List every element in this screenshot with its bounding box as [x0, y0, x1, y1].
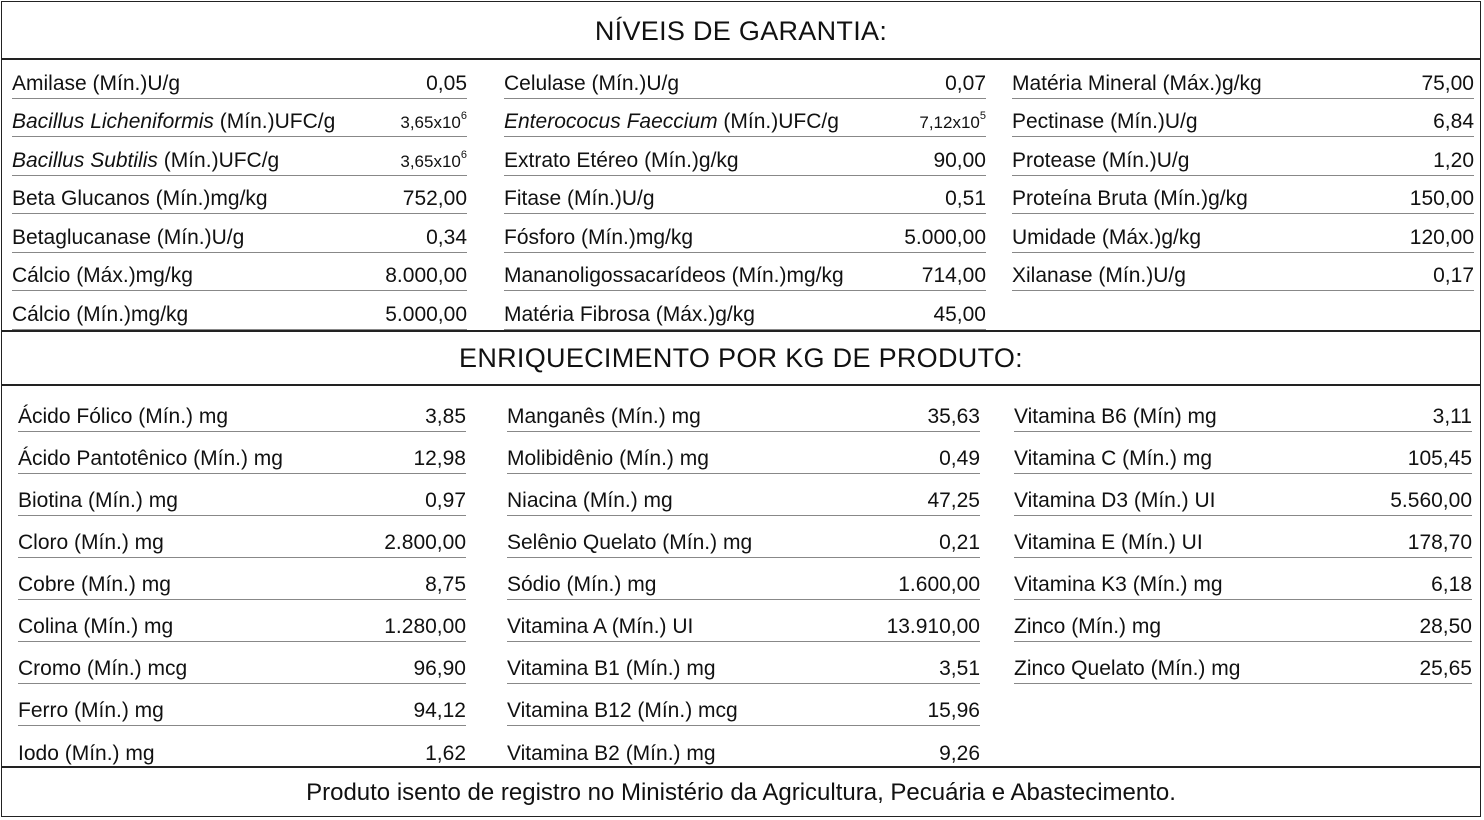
- nutrient-value-text: 13.910,00: [886, 615, 980, 638]
- nutrient-unit: (Mín.)U/g: [585, 71, 680, 95]
- nutrient-unit: (Mín.) mg: [187, 447, 283, 470]
- nutrient-value: [898, 573, 980, 597]
- nutrient-row: [507, 558, 980, 600]
- nutrient-value-text: 0,05: [426, 71, 467, 95]
- nutrient-label: [507, 573, 656, 597]
- nutrient-row: [18, 642, 466, 684]
- nutrient-name: Zinco Quelato: [1014, 657, 1145, 680]
- nutrient-value: [385, 303, 467, 327]
- nutrient-unit: (Mín.) mg: [619, 742, 716, 765]
- nutrient-value: [413, 447, 466, 471]
- nutrient-value-text: 9,26: [939, 742, 980, 765]
- nutrient-label: [12, 110, 335, 134]
- nutrient-value-text: 150,00: [1409, 187, 1474, 210]
- nutrient-value-text: 105,45: [1407, 447, 1472, 470]
- nutrient-name: Iodo: [18, 742, 59, 765]
- nutrient-row: [1012, 176, 1474, 215]
- nutrient-label: [1014, 489, 1216, 513]
- nutrient-value: [1433, 405, 1472, 429]
- nutrient-name: Vitamina C: [1014, 447, 1117, 470]
- nutrient-label: [18, 573, 171, 597]
- nutrient-row: [507, 474, 980, 516]
- nutrient-label: [507, 405, 701, 429]
- nutrient-row: [1012, 137, 1474, 176]
- nutrient-value-text: 6,84: [1433, 110, 1474, 133]
- nutrient-label: [1012, 264, 1186, 288]
- nutrient-name: Matéria Fibrosa: [504, 302, 650, 326]
- nutrient-name: Sódio: [507, 573, 561, 596]
- nutrient-row: [1014, 600, 1472, 642]
- nutrient-unit: (Mín.)mg/kg: [575, 225, 694, 249]
- nutrient-unit: (Mín.)U/g: [1104, 110, 1198, 133]
- nutrient-unit: (Mín.)g/kg: [1147, 187, 1248, 210]
- nutrient-name: Molibidênio: [507, 447, 614, 470]
- nutrient-value-text: 1.600,00: [898, 573, 980, 596]
- nutrient-value: [384, 531, 466, 555]
- nutrient-value: [425, 573, 466, 597]
- nutrient-unit: (Mín.)mg/kg: [725, 264, 844, 287]
- nutrient-label: [504, 110, 839, 134]
- nutrient-unit: (Mín.)UFC/g: [717, 110, 839, 133]
- nutrient-value: [933, 149, 986, 173]
- nutrient-label: [18, 447, 283, 471]
- nutrient-value: [939, 447, 980, 471]
- nutrient-value-text: 3,85: [425, 405, 466, 428]
- nutrient-value-text: 3,51: [939, 657, 980, 680]
- nutrient-unit: (Mín.) mg: [613, 447, 709, 470]
- nutrient-label: [18, 742, 155, 766]
- nutrition-label: [1, 1, 1481, 817]
- nutrient-row: [12, 176, 467, 215]
- nutrient-label: [1014, 573, 1223, 597]
- nutrient-value: [1421, 72, 1474, 96]
- nutrient-value: [400, 149, 467, 173]
- nutrient-unit: (Mín.) mg: [1065, 615, 1162, 638]
- nutrient-value: [927, 405, 980, 429]
- nutrient-value-text: 90,00: [933, 148, 986, 172]
- nutrient-value-text: 714,00: [921, 264, 986, 287]
- nutrient-value-exponent: 6: [460, 148, 467, 161]
- nutrient-value-text: 8.000,00: [385, 264, 467, 287]
- nutrient-value-text: 35,63: [927, 405, 980, 428]
- nutrient-name: Colina: [18, 615, 78, 638]
- nutrient-name: Vitamina B12: [507, 699, 632, 722]
- nutrient-name: Bacillus Licheniformis: [12, 110, 214, 133]
- nutrient-value-text: 0,17: [1433, 264, 1474, 287]
- nutrient-row: [18, 684, 466, 726]
- nutrient-unit: (Máx.)mg/kg: [70, 264, 193, 287]
- nutrient-unit: (Mín.)U/g: [86, 71, 181, 95]
- nutrient-row: [18, 516, 466, 558]
- nutrient-value-text: 5.560,00: [1390, 489, 1472, 512]
- guarantee-column-2: [504, 60, 986, 330]
- nutrient-value: [1433, 264, 1474, 288]
- divider: [2, 330, 1480, 332]
- nutrient-name: Fitase: [504, 187, 562, 210]
- nutrient-row: [12, 60, 467, 99]
- nutrient-value-text: 0,97: [425, 489, 466, 512]
- nutrient-unit: (Mín.) mg: [619, 657, 716, 680]
- nutrient-row: [507, 726, 980, 768]
- nutrient-unit: (Mín.) mg: [58, 742, 155, 765]
- nutrient-value-text: 8,75: [425, 573, 466, 596]
- nutrient-row: [504, 176, 986, 215]
- nutrient-name: Niacina: [507, 489, 578, 512]
- nutrient-unit: (Mín.) mg: [82, 489, 178, 512]
- nutrient-value-text: 1.280,00: [384, 615, 466, 638]
- nutrient-value-text: 5.000,00: [904, 225, 986, 249]
- nutrient-unit: (Mín.) mg: [656, 531, 753, 554]
- nutrient-unit: (Mín.) mg: [560, 573, 657, 596]
- nutrient-name: Vitamina A: [507, 615, 606, 638]
- guarantee-title: NÍVEIS DE GARANTIA:: [594, 16, 888, 46]
- nutrient-row: [1012, 214, 1474, 253]
- nutrient-value-text: 178,70: [1407, 531, 1472, 554]
- nutrient-value: [425, 405, 466, 429]
- nutrient-unit: (Mín.)mg/kg: [149, 187, 268, 210]
- nutrient-row: [18, 474, 466, 516]
- nutrient-value: [1433, 110, 1474, 134]
- nutrient-value: [400, 110, 467, 134]
- nutrient-label: [1012, 226, 1201, 250]
- nutrient-name: Ferro: [18, 699, 69, 722]
- nutrient-name: Fósforo: [504, 225, 576, 249]
- nutrient-label: [504, 264, 844, 288]
- nutrient-row: [1012, 99, 1474, 138]
- nutrient-unit: (Máx.)g/kg: [649, 302, 755, 326]
- nutrient-row: [507, 516, 980, 558]
- nutrient-row: [504, 60, 986, 99]
- nutrient-value: [887, 615, 980, 639]
- nutrient-row: [504, 137, 986, 176]
- nutrient-value: [1419, 615, 1472, 639]
- nutrient-unit: (Mín.) mg: [68, 531, 164, 554]
- nutrient-unit: (Máx.)g/kg: [1156, 71, 1262, 95]
- nutrient-unit: (Mín.)UFC/g: [157, 148, 280, 172]
- nutrient-label: [18, 615, 173, 639]
- nutrient-unit: (Mín.) mg: [1116, 447, 1212, 470]
- nutrient-row: [12, 214, 467, 253]
- nutrient-row: [12, 137, 467, 176]
- nutrient-label: [507, 699, 738, 723]
- nutrient-label: [507, 615, 693, 639]
- nutrient-label: [1014, 447, 1212, 471]
- nutrient-name: Beta Glucanos: [12, 187, 150, 210]
- nutrient-name: Ácido Pantotênico: [18, 447, 188, 470]
- nutrient-value: [385, 264, 467, 288]
- footer-note: Produto isento de registro no Ministério da Agricultura, Pecuária e Abastecimento.: [306, 779, 1176, 806]
- nutrient-label: [12, 187, 268, 211]
- nutrient-value-text: 12,98: [413, 447, 466, 470]
- nutrient-name: Vitamina B1: [507, 657, 620, 680]
- nutrient-value: [933, 303, 986, 327]
- nutrient-label: [1014, 405, 1217, 429]
- nutrient-name: Manganês: [507, 405, 606, 428]
- nutrient-row: [1014, 390, 1472, 432]
- nutrient-value: [1390, 489, 1472, 513]
- nutrient-name: Bacillus Subtilis: [12, 148, 158, 172]
- nutrient-value-text: 6,18: [1431, 573, 1472, 596]
- nutrient-row: [1014, 516, 1472, 558]
- nutrient-unit: (Mín.)mg/kg: [70, 302, 189, 326]
- nutrient-name: Amilase: [12, 71, 87, 95]
- nutrient-value-text: 0,07: [945, 71, 986, 95]
- nutrient-value-text: 752,00: [402, 187, 467, 210]
- nutrient-value: [384, 615, 466, 639]
- nutrient-label: [1014, 615, 1161, 639]
- nutrient-label: [12, 303, 188, 327]
- nutrient-row: [18, 558, 466, 600]
- nutrient-name: Celulase: [504, 71, 586, 95]
- nutrient-value: [1419, 657, 1472, 681]
- nutrient-value-text: 120,00: [1409, 225, 1474, 249]
- nutrient-value: [1410, 226, 1474, 250]
- nutrient-value-text: 1,62: [425, 742, 466, 765]
- nutrient-label: [18, 531, 164, 555]
- nutrient-label: [12, 226, 244, 250]
- nutrient-label: [18, 405, 228, 429]
- nutrient-value-text: 0,21: [939, 531, 980, 554]
- nutrient-value-text: 1,20: [1433, 148, 1474, 172]
- nutrient-value-text: 7,12x10: [919, 113, 980, 132]
- nutrient-value-exponent: 5: [979, 110, 986, 122]
- nutrient-value-text: 25,65: [1419, 657, 1472, 680]
- nutrient-name: Betaglucanase: [12, 225, 151, 249]
- nutrient-name: Umidade: [1012, 225, 1097, 249]
- nutrient-value-text: 28,50: [1419, 615, 1472, 638]
- nutrient-label: [12, 72, 180, 96]
- divider: [2, 384, 1480, 386]
- nutrient-label: [507, 657, 716, 681]
- nutrient-row: [12, 291, 467, 330]
- nutrient-name: Cálcio: [12, 264, 71, 287]
- nutrient-label: [18, 657, 187, 681]
- nutrient-value-text: 15,96: [927, 699, 980, 722]
- nutrient-row: [1014, 642, 1472, 684]
- nutrient-value: [425, 489, 466, 513]
- nutrient-name: Vitamina B6: [1014, 405, 1127, 428]
- nutrient-label: [504, 303, 755, 327]
- nutrient-value-text: 2.800,00: [384, 531, 466, 554]
- nutrient-label: [18, 699, 164, 723]
- nutrient-label: [507, 742, 716, 766]
- nutrient-row: [1014, 558, 1472, 600]
- nutrient-name: Extrato Etéreo: [504, 148, 639, 172]
- nutrient-unit: (Mín.)g/kg: [638, 148, 739, 172]
- nutrient-value: [939, 657, 980, 681]
- nutrient-unit: (Mín.) mg: [68, 699, 164, 722]
- nutrient-value: [1433, 149, 1474, 173]
- nutrient-unit: (Mín) mg: [1126, 405, 1217, 428]
- nutrient-unit: (Mín.) mg: [1126, 573, 1223, 596]
- nutrient-value-text: 75,00: [1421, 71, 1474, 95]
- nutrient-name: Cobre: [18, 573, 76, 596]
- nutrient-row: [18, 600, 466, 642]
- nutrient-unit: (Máx.)g/kg: [1096, 225, 1202, 249]
- nutrient-value: [1408, 447, 1472, 471]
- nutrient-label: [504, 187, 655, 211]
- enrichment-column-1: [18, 390, 466, 768]
- nutrient-name: Cromo: [18, 657, 82, 680]
- nutrient-row: [1014, 474, 1472, 516]
- nutrient-row: [507, 390, 980, 432]
- nutrient-value: [927, 489, 980, 513]
- nutrient-label: [1014, 531, 1203, 555]
- nutrient-value: [939, 531, 980, 555]
- guarantee-column-3: [1012, 60, 1474, 291]
- nutrient-label: [504, 226, 693, 250]
- nutrient-name: Vitamina D3: [1014, 489, 1129, 512]
- nutrient-name: Vitamina E: [1014, 531, 1116, 554]
- nutrient-name: Xilanase: [1012, 264, 1093, 287]
- nutrient-row: [12, 253, 467, 292]
- nutrient-row: [1012, 60, 1474, 99]
- enrichment-title: ENRIQUECIMENTO POR KG DE PRODUTO:: [459, 343, 1023, 373]
- nutrient-name: Biotina: [18, 489, 83, 512]
- nutrient-value-text: 96,90: [413, 657, 466, 680]
- nutrient-value-text: 3,65x10: [400, 151, 461, 171]
- nutrient-value-text: 0,51: [945, 187, 986, 210]
- nutrient-unit: (Mín.)U/g: [1092, 264, 1186, 287]
- nutrient-label: [504, 72, 679, 96]
- nutrient-value: [945, 187, 986, 211]
- nutrient-row: [504, 99, 986, 138]
- nutrient-value: [1408, 531, 1472, 555]
- nutrient-unit: (Mín.) mcg: [81, 657, 188, 680]
- nutrient-unit: (Mín.) mcg: [631, 699, 738, 722]
- nutrient-name: Protease: [1012, 148, 1097, 172]
- nutrient-unit: (Mín.) mg: [132, 405, 229, 428]
- nutrient-unit: (Mín.)U/g: [1096, 148, 1190, 172]
- nutrient-row: [507, 432, 980, 474]
- nutrient-row: [507, 684, 980, 726]
- nutrient-value: [413, 699, 466, 723]
- enrichment-column-3: [1014, 390, 1472, 684]
- nutrient-value: [904, 226, 986, 250]
- nutrient-name: Vitamina B2: [507, 742, 620, 765]
- nutrient-value-text: 0,34: [426, 225, 467, 249]
- nutrient-label: [12, 264, 193, 288]
- nutrient-row: [18, 726, 466, 768]
- nutrient-name: Cloro: [18, 531, 69, 554]
- nutrient-label: [504, 149, 739, 173]
- nutrient-value: [426, 72, 467, 96]
- nutrient-value: [922, 264, 986, 288]
- nutrient-unit: (Mín.) mg: [577, 489, 673, 512]
- nutrient-unit: (Mín.)UFC/g: [213, 110, 336, 133]
- nutrient-row: [504, 253, 986, 292]
- nutrient-row: [507, 600, 980, 642]
- nutrient-unit: (Mín.)U/g: [150, 225, 245, 249]
- enrichment-column-2: [507, 390, 980, 768]
- nutrient-name: Cálcio: [12, 302, 71, 326]
- nutrient-row: [1012, 253, 1474, 292]
- nutrient-value-text: 5.000,00: [385, 302, 467, 326]
- nutrient-unit: (Mín.) UI: [1115, 531, 1203, 554]
- nutrient-value: [403, 187, 467, 211]
- nutrient-value: [945, 72, 986, 96]
- nutrient-row: [1014, 432, 1472, 474]
- nutrient-value: [927, 699, 980, 723]
- nutrient-value: [1431, 573, 1472, 597]
- guarantee-column-1: [12, 60, 467, 330]
- nutrient-label: [507, 531, 752, 555]
- nutrient-value-text: 47,25: [927, 489, 980, 512]
- nutrient-label: [12, 149, 279, 173]
- nutrient-unit: (Mín.)U/g: [561, 187, 655, 210]
- nutrient-value-exponent: 6: [460, 110, 467, 122]
- nutrient-unit: (Mín.) mg: [77, 615, 174, 638]
- nutrient-name: Proteína Bruta: [1012, 187, 1148, 210]
- nutrient-unit: (Mín.) mg: [75, 573, 171, 596]
- nutrient-row: [12, 99, 467, 138]
- nutrient-label: [1012, 110, 1198, 134]
- nutrient-label: [1012, 149, 1189, 173]
- divider: [2, 766, 1480, 768]
- nutrient-row: [18, 390, 466, 432]
- nutrient-unit: (Mín.) mg: [605, 405, 701, 428]
- nutrient-value-text: 0,49: [939, 447, 980, 470]
- nutrient-name: Zinco: [1014, 615, 1066, 638]
- nutrient-value: [939, 742, 980, 766]
- nutrient-value: [413, 657, 466, 681]
- nutrient-row: [504, 291, 986, 330]
- nutrient-value-text: 94,12: [413, 699, 466, 722]
- nutrient-name: Vitamina K3: [1014, 573, 1127, 596]
- nutrient-name: Mananoligossacarídeos: [504, 264, 726, 287]
- nutrient-unit: (Mín.) mg: [1144, 657, 1241, 680]
- nutrient-unit: (Mín.) UI: [1128, 489, 1216, 512]
- nutrient-value: [426, 226, 467, 250]
- nutrient-value: [425, 742, 466, 766]
- nutrient-name: Matéria Mineral: [1012, 71, 1157, 95]
- nutrient-value-text: 3,65x10: [400, 113, 461, 132]
- nutrient-value: [1410, 187, 1474, 211]
- nutrient-value: [919, 110, 986, 134]
- nutrient-value-text: 45,00: [933, 302, 986, 326]
- nutrient-name: Enterococus Faeccium: [504, 110, 718, 133]
- nutrient-name: Ácido Fólico: [18, 405, 133, 428]
- nutrient-unit: (Mín.) UI: [605, 615, 694, 638]
- nutrient-label: [1012, 72, 1262, 96]
- nutrient-row: [504, 214, 986, 253]
- nutrient-label: [1014, 657, 1240, 681]
- nutrient-name: Pectinase: [1012, 110, 1105, 133]
- nutrient-value-text: 3,11: [1432, 405, 1472, 428]
- nutrient-label: [1012, 187, 1248, 211]
- nutrient-label: [18, 489, 178, 513]
- nutrient-label: [507, 447, 709, 471]
- nutrient-row: [507, 642, 980, 684]
- nutrient-row: [18, 432, 466, 474]
- nutrient-name: Selênio Quelato: [507, 531, 657, 554]
- nutrient-label: [507, 489, 673, 513]
